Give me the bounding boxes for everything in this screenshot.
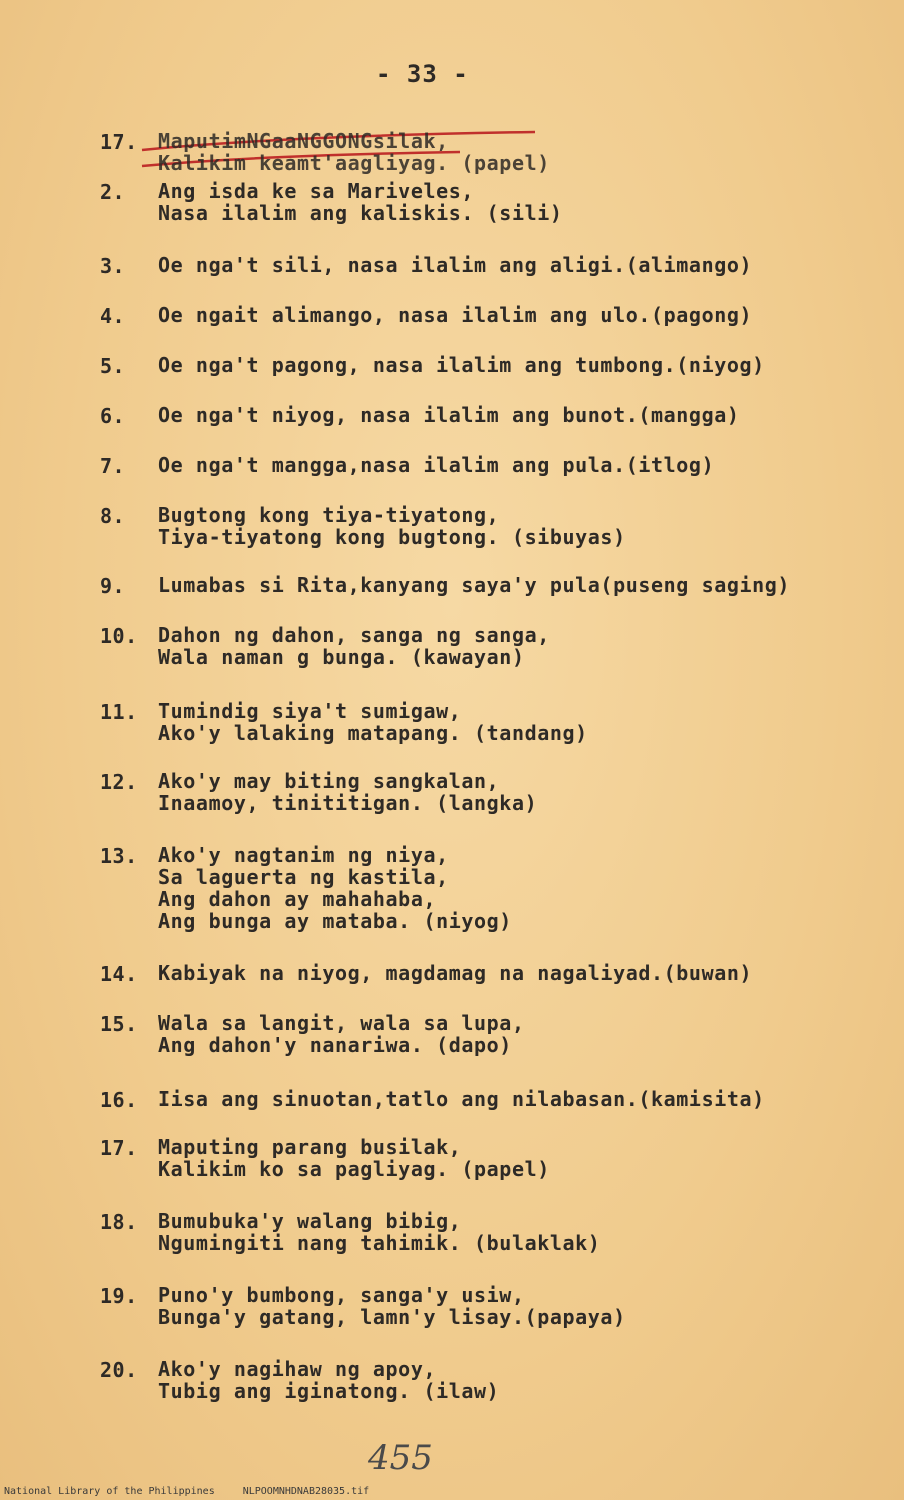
riddle-number: 4. [100,304,126,328]
riddle-line: Ang dahon ay mahahaba, [158,887,437,911]
riddle-number: 9. [100,574,126,598]
riddle-line: Oe nga't mangga,nasa ilalim ang pula.(itlog) [158,453,715,477]
riddle-line: Tubig ang iginatong. (ilaw) [158,1379,500,1403]
riddle-line: Iisa ang sinuotan,tatlo ang nilabasan.(kamisita) [158,1087,765,1111]
riddle-number: 7. [100,454,126,478]
footer-filename: NLPOOMNHDNAB28035.tif [242,1486,370,1497]
riddle-line: Oe nga't niyog, nasa ilalim ang bunot.(mangga) [158,403,740,427]
riddle-line: Lumabas si Rita,kanyang saya'y pula(puseng saging) [158,573,791,597]
riddle-number: 14. [100,962,138,986]
riddle-number: 17. [100,130,138,154]
riddle-line: Ako'y nagihaw ng apoy, [158,1357,437,1381]
scan-footer [4,1486,397,1497]
riddle-number: 18. [100,1210,138,1234]
footer-library: National Library of the Philippines [4,1486,215,1497]
riddle-number: 16. [100,1088,138,1112]
riddle-number: 5. [100,354,126,378]
riddle-number: 20. [100,1358,138,1382]
riddle-line: Ang isda ke sa Mariveles, [158,179,475,203]
riddle-number: 6. [100,404,126,428]
riddle-line: Oe ngait alimango, nasa ilalim ang ulo.(pagong) [158,303,753,327]
page-number: - 33 - [376,60,469,88]
riddle-line: Kabiyak na niyog, magdamag na nagaliyad.(buwan) [158,961,753,985]
riddle-number: 11. [100,700,138,724]
riddle-line: Inaamoy, tinititigan. (langka) [158,791,538,815]
riddle-line: Bunga'y gatang, lamn'y lisay.(papaya) [158,1305,626,1329]
riddle-number: 15. [100,1012,138,1036]
riddle-line: Bugtong kong tiya-tiyatong, [158,503,500,527]
riddle-line: Maputing parang busilak, [158,1135,462,1159]
riddle-number: 10. [100,624,138,648]
riddle-line: Tumindig siya't sumigaw, [158,699,462,723]
riddle-line: Tiya-tiyatong kong bugtong. (sibuyas) [158,525,626,549]
riddle-line: Puno'y bumbong, sanga'y usiw, [158,1283,525,1307]
riddle-line: MaputimNGaaNGGONGsilak, [158,129,449,153]
riddle-number: 3. [100,254,126,278]
riddle-line: Ang bunga ay mataba. (niyog) [158,909,512,933]
riddle-line: Bumubuka'y walang bibig, [158,1209,462,1233]
riddle-number: 8. [100,504,126,528]
riddle-line: Wala sa langit, wala sa lupa, [158,1011,525,1035]
riddle-line: Wala naman g bunga. (kawayan) [158,645,525,669]
riddle-line: Dahon ng dahon, sanga ng sanga, [158,623,550,647]
riddle-line: Kalikim keamt'aagliyag. (papel) [158,151,550,175]
riddle-line: Ang dahon'y nanariwa. (dapo) [158,1033,512,1057]
riddle-number: 2. [100,180,126,204]
riddle-line: Ako'y lalaking matapang. (tandang) [158,721,588,745]
riddle-line: Nasa ilalim ang kaliskis. (sili) [158,201,563,225]
riddle-number: 13. [100,844,138,868]
riddle-line: Oe nga't pagong, nasa ilalim ang tumbong.(niyog) [158,353,765,377]
riddle-line: Sa laguerta ng kastila, [158,865,449,889]
riddle-number: 19. [100,1284,138,1308]
riddle-line: Ngumingiti nang tahimik. (bulaklak) [158,1231,601,1255]
riddle-line: Ako'y may biting sangkalan, [158,769,500,793]
handwritten-page-number: 455 [368,1438,433,1478]
riddle-line: Oe nga't sili, nasa ilalim ang aligi.(alimango) [158,253,753,277]
riddle-number: 17. [100,1136,138,1160]
riddle-number: 12. [100,770,138,794]
riddle-line: Kalikim ko sa pagliyag. (papel) [158,1157,550,1181]
riddle-line: Ako'y nagtanim ng niya, [158,843,449,867]
